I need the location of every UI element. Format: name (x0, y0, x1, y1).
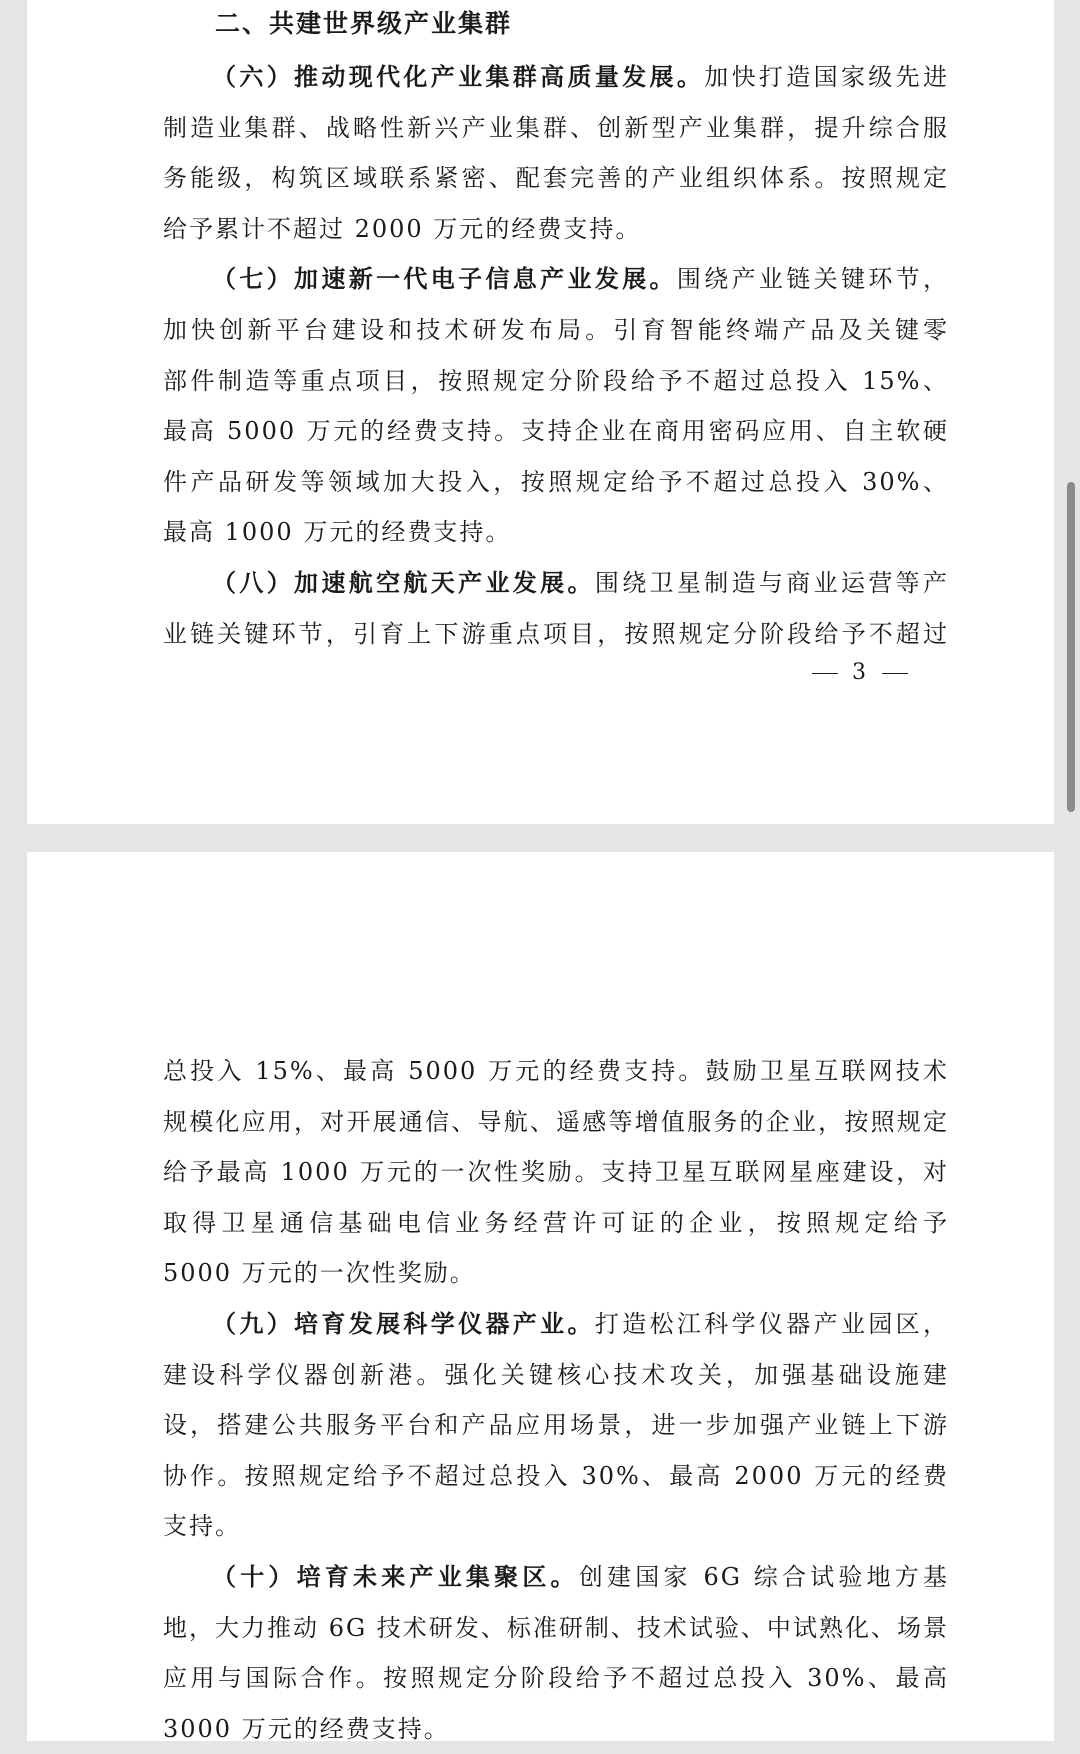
paragraph-seven-line: 件产品研发等领域加大投入，按照规定给予不超过总投入 30%、 (163, 467, 949, 496)
document-page-3 (27, 0, 1054, 824)
document-page-4 (27, 852, 1054, 1741)
paragraph-nine-line: 建设科学仪器创新港。强化关键核心技术攻关，加强基础设施建 (163, 1360, 949, 1389)
paragraph-six-line: （六）推动现代化产业集群高质量发展。加快打造国家级先进 (212, 63, 950, 91)
paragraph-ten-line: 应用与国际合作。按照规定分阶段给予不超过总投入 30%、最高 (163, 1664, 949, 1693)
page-number-dash-right (882, 673, 908, 674)
paragraph-nine-line: （九）培育发展科学仪器产业。打造松江科学仪器产业园区， (212, 1309, 950, 1338)
page-number-dash-left (812, 673, 838, 674)
paragraph-seven-line: 最高 1000 万元的经费支持。 (163, 518, 512, 547)
scrollbar-thumb[interactable] (1067, 482, 1075, 812)
paragraph-nine-line: 设，搭建公共服务平台和产品应用场景，进一步加强产业链上下游 (163, 1411, 949, 1440)
section-heading: 二、共建世界级产业集群 (215, 9, 513, 38)
paragraph-eight-line: 给予最高 1000 万元的一次性奖励。支持卫星互联网星座建设，对 (163, 1158, 949, 1187)
paragraph-seven-line: 部件制造等重点项目，按照规定分阶段给予不超过总投入 15%、 (163, 366, 949, 395)
vertical-scrollbar[interactable] (1070, 0, 1080, 1741)
paragraph-eight-line: 规模化应用，对开展通信、导航、遥感等增值服务的企业，按照规定 (163, 1107, 949, 1136)
page-3-body (163, 52, 949, 659)
paragraph-ten-line: 地，大力推动 6G 技术研发、标准研制、技术试验、中试熟化、场景 (163, 1613, 949, 1642)
paragraph-eight-line: 总投入 15%、最高 5000 万元的经费支持。鼓励卫星互联网技术 (163, 1057, 949, 1085)
paragraph-eight-line: （八）加速航空航天产业发展。围绕卫星制造与商业运营等产 (212, 568, 950, 597)
paragraph-six-line: 给予累计不超过 2000 万元的经费支持。 (163, 214, 642, 243)
paragraph-seven-line: （七）加速新一代电子信息产业发展。围绕产业链关键环节， (212, 265, 950, 294)
paragraph-eight-line: 业链关键环节，引育上下游重点项目，按照规定分阶段给予不超过 (163, 619, 949, 648)
page-4-body (163, 1046, 949, 1754)
paragraph-eight-line: 5000 万元的一次性奖励。 (163, 1259, 476, 1288)
paragraph-nine-line: 协作。按照规定给予不超过总投入 30%、最高 2000 万元的经费 (163, 1461, 949, 1490)
paragraph-nine-line: 支持。 (163, 1512, 241, 1541)
paragraph-ten-line: 3000 万元的经费支持。 (163, 1714, 450, 1743)
paragraph-seven-line: 加快创新平台建设和技术研发布局。引育智能终端产品及关键零 (163, 315, 949, 344)
paragraph-eight-line: 取得卫星通信基础电信业务经营许可证的企业，按照规定给予 (163, 1208, 949, 1237)
paragraph-six-line: 制造业集群、战略性新兴产业集群、创新型产业集群，提升综合服 (163, 113, 949, 142)
paragraph-six-line: 务能级，构筑区域联系紧密、配套完善的产业组织体系。按照规定 (163, 164, 949, 193)
page-number: 3 (812, 660, 908, 685)
paragraph-seven-line: 最高 5000 万元的经费支持。支持企业在商用密码应用、自主软硬 (163, 417, 949, 446)
paragraph-ten-line: （十）培育未来产业集聚区。创建国家 6G 综合试验地方基 (212, 1562, 950, 1591)
